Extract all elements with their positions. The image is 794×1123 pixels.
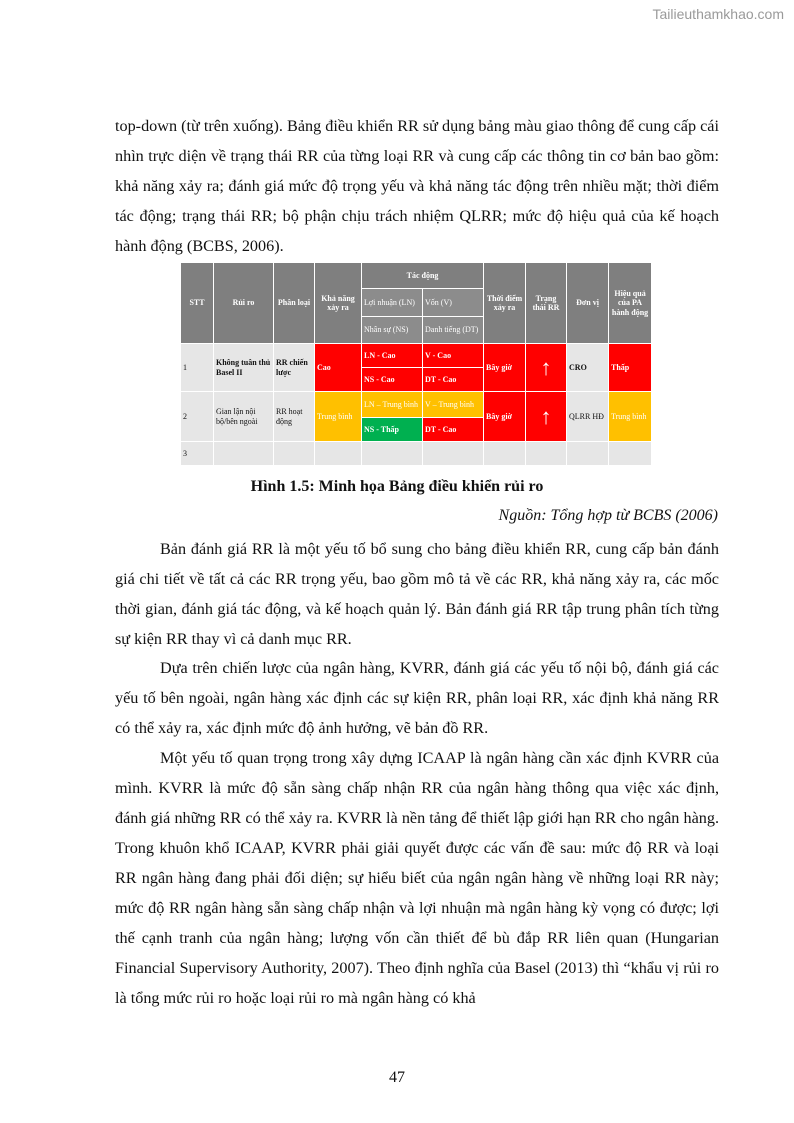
cell-kha-nang: Cao (315, 344, 362, 392)
cell-nhan-su: NS - Thấp (362, 418, 423, 442)
empty-cell (567, 442, 609, 466)
cell-phan-loai: RR hoạt động (274, 392, 315, 442)
header-hieu-qua: Hiệu quả của PA hành động (609, 263, 652, 344)
cell-von: V – Trung bình (423, 392, 484, 418)
table-row (181, 442, 652, 466)
paragraph-3: Dựa trên chiến lược của ngân hàng, KVRR, đánh giá các yếu tố nội bộ, đánh giá các yếu tố bên ngoài, ngân hàng xác định các sự kiện RR, phân loại RR, xác định khả năng RR có thể xảy ra, xác định mức độ ảnh hưởng, vẽ bản đồ RR. (115, 659, 719, 737)
cell-rui-ro: Gian lận nội bộ/bên ngoài (214, 392, 274, 442)
cell-stt: 3 (181, 442, 214, 466)
figure-source: Nguồn: Tổng hợp từ BCBS (2006) (498, 507, 718, 524)
cell-don-vi: CRO (567, 344, 609, 392)
header-thoi-diem: Thời điểm xảy ra (484, 263, 526, 344)
figure-caption: Hình 1.5: Minh họa Bảng điều khiển rủi ro (250, 478, 544, 495)
header-loi-nhuan: Lợi nhuận (LN) (362, 289, 423, 317)
cell-thoi-diem: Bây giờ (484, 344, 526, 392)
cell-kha-nang: Trung bình (315, 392, 362, 442)
header-tac-dong: Tác động (362, 263, 484, 289)
empty-cell (214, 442, 274, 466)
empty-cell (315, 442, 362, 466)
risk-dashboard-table (180, 262, 652, 466)
empty-cell (362, 442, 423, 466)
header-von: Vốn (V) (423, 289, 484, 317)
header-danh-tieng: Danh tiếng (DT) (423, 317, 484, 344)
empty-cell (484, 442, 526, 466)
paragraph-4: Một yếu tố quan trọng trong xây dựng ICAAP là ngân hàng cần xác định KVRR của mình. KVRR là mức độ sẵn sàng chấp nhận RR của ngân hàng thông qua việc xác định, đánh giá những RR có thể xảy ra. KVRR là nền tảng để thiết lập giới hạn RR cho ngân hàng. Trong khuôn khổ ICAAP, KVRR phải giải quyết được các vấn đề sau: mức độ RR và loại RR ngân hàng đang phải đối diện; sự hiểu biết của ngân ngân hàng về những loại RR này; mức độ RR ngân hàng sẵn sàng chấp nhận và lợi nhuận mà ngân hàng kỳ vọng có được; lợi thế cạnh tranh của ngân hàng; lượng vốn cần thiết để bù đắp RR liên quan (Hungarian Financial Supervisory Authority, 2007). Theo định nghĩa của Basel (2013) thì “khẩu vị rủi ro là tổng mức rủi ro hoặc loại rủi ro mà ngân hàng có khả (115, 749, 719, 1007)
table-row (181, 392, 652, 418)
cell-rui-ro: Không tuân thủ Basel II (214, 344, 274, 392)
empty-cell (423, 442, 484, 466)
header-nhan-su: Nhân sự (NS) (362, 317, 423, 344)
header-phan-loai: Phân loại (274, 263, 315, 344)
up-arrow-icon: ↑ (526, 392, 567, 442)
empty-cell (274, 442, 315, 466)
up-arrow-icon: ↑ (526, 344, 567, 392)
table-row (181, 344, 652, 368)
cell-hieu-qua: Trung bình (609, 392, 652, 442)
paragraph-2: Bản đánh giá RR là một yếu tố bổ sung cho bảng điều khiển RR, cung cấp bản đánh giá chi tiết về tất cả các RR trọng yếu, bao gồm mô tả về các RR, khả năng xảy ra, các mốc thời gian, đánh giá tác động, và kế hoạch quản lý. Bản đánh giá RR tập trung phân tích từng sự kiện RR thay vì cả danh mục RR. (115, 540, 719, 648)
cell-stt: 2 (181, 392, 214, 442)
cell-nhan-su: NS - Cao (362, 368, 423, 392)
page-number: 47 (389, 1069, 405, 1086)
header-stt: STT (181, 263, 214, 344)
cell-danh-tieng: DT - Cao (423, 368, 484, 392)
header-don-vi: Đơn vị (567, 263, 609, 344)
cell-phan-loai: RR chiến lược (274, 344, 315, 392)
empty-cell (526, 442, 567, 466)
cell-danh-tieng: DT - Cao (423, 418, 484, 442)
cell-loi-nhuan: LN – Trung bình (362, 392, 423, 418)
cell-loi-nhuan: LN - Cao (362, 344, 423, 368)
cell-thoi-diem: Bây giờ (484, 392, 526, 442)
cell-stt: 1 (181, 344, 214, 392)
header-trang-thai: Trạng thái RR (526, 263, 567, 344)
header-rui-ro: Rủi ro (214, 263, 274, 344)
risk-dashboard-figure (180, 262, 651, 467)
paragraph-1: top-down (từ trên xuống). Bảng điều khiển RR sử dụng bảng màu giao thông để cung cấp cái nhìn trực diện về trạng thái RR của từng loại RR và cung cấp các thông tin cơ bản bao gồm: khả năng xảy ra; đánh giá mức độ trọng yếu và khả năng tác động trên nhiều mặt; thời điểm tác động; trạng thái RR; bộ phận chịu trách nhiệm QLRR; mức độ hiệu quả của kế hoạch hành động (BCBS, 2006). (115, 117, 719, 255)
empty-cell (609, 442, 652, 466)
watermark: Tailieuthamkhao.com (652, 6, 784, 22)
header-kha-nang: Khả năng xảy ra (315, 263, 362, 344)
cell-hieu-qua: Thấp (609, 344, 652, 392)
cell-don-vi: QLRR HĐ (567, 392, 609, 442)
cell-von: V - Cao (423, 344, 484, 368)
